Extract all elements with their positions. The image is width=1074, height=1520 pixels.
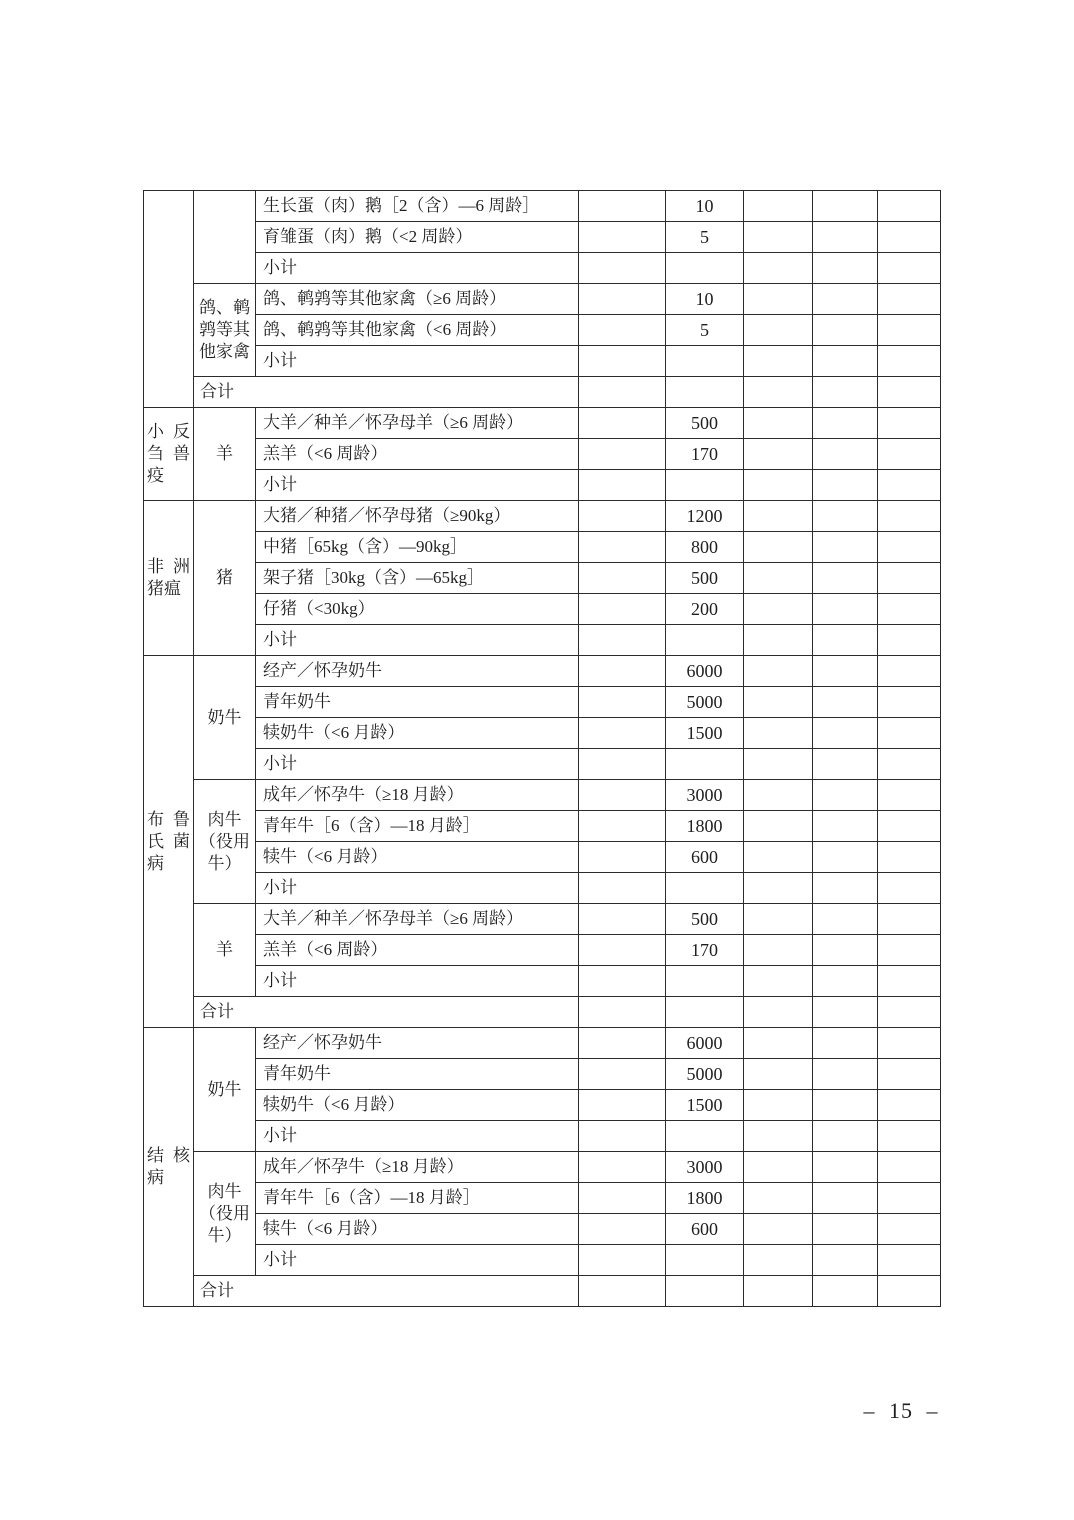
standard-value-cell — [666, 253, 744, 284]
blank-cell — [579, 873, 666, 904]
blank-cell — [579, 687, 666, 718]
category-cell: 犊牛（<6 月龄） — [256, 842, 579, 873]
blank-cell — [744, 222, 813, 253]
blank-cell — [579, 532, 666, 563]
blank-cell — [813, 1245, 878, 1276]
blank-cell — [579, 408, 666, 439]
table-row — [144, 284, 941, 315]
table-body — [144, 191, 941, 1307]
blank-cell — [744, 1183, 813, 1214]
category-cell: 鸽、鹌鹑等其他家禽（<6 周龄） — [256, 315, 579, 346]
table-row — [144, 1121, 941, 1152]
category-cell: 青年奶牛 — [256, 1059, 579, 1090]
blank-cell — [878, 997, 941, 1028]
blank-cell — [579, 780, 666, 811]
standard-value-cell: 3000 — [666, 1152, 744, 1183]
category-cell: 鸽、鹌鹑等其他家禽（≥6 周龄） — [256, 284, 579, 315]
category-cell: 青年牛［6（含）—18 月龄］ — [256, 1183, 579, 1214]
table-row — [144, 594, 941, 625]
table-row — [144, 749, 941, 780]
blank-cell — [878, 470, 941, 501]
blank-cell — [878, 532, 941, 563]
category-cell: 成年／怀孕牛（≥18 月龄） — [256, 1152, 579, 1183]
blank-cell — [579, 315, 666, 346]
table-row — [144, 1152, 941, 1183]
animal-group-cell: 奶牛 — [194, 1028, 256, 1152]
category-cell: 大羊／种羊／怀孕母羊（≥6 周龄） — [256, 904, 579, 935]
blank-cell — [813, 532, 878, 563]
blank-cell — [744, 470, 813, 501]
grand-total-cell: 合计 — [194, 1276, 579, 1307]
blank-cell — [813, 873, 878, 904]
animal-group-cell: 羊 — [194, 904, 256, 997]
blank-cell — [813, 346, 878, 377]
blank-cell — [744, 656, 813, 687]
subtotal-cell: 小计 — [256, 625, 579, 656]
blank-cell — [813, 315, 878, 346]
table-row — [144, 1028, 941, 1059]
blank-cell — [813, 222, 878, 253]
standard-value-cell: 1500 — [666, 718, 744, 749]
blank-cell — [878, 935, 941, 966]
standard-value-cell — [666, 749, 744, 780]
table-row — [144, 501, 941, 532]
blank-cell — [744, 377, 813, 408]
animal-group-cell: 肉牛（役用牛） — [194, 780, 256, 904]
blank-cell — [579, 904, 666, 935]
table-row — [144, 656, 941, 687]
blank-cell — [579, 470, 666, 501]
table-row — [144, 904, 941, 935]
standard-value-cell — [666, 346, 744, 377]
blank-cell — [744, 780, 813, 811]
table-row — [144, 222, 941, 253]
category-cell: 中猪［65kg（含）—90kg］ — [256, 532, 579, 563]
blank-cell — [878, 501, 941, 532]
standard-value-cell — [666, 966, 744, 997]
blank-cell — [579, 594, 666, 625]
blank-cell — [878, 1214, 941, 1245]
standard-value-cell: 6000 — [666, 656, 744, 687]
blank-cell — [878, 1028, 941, 1059]
category-cell: 羔羊（<6 周龄） — [256, 439, 579, 470]
blank-cell — [744, 904, 813, 935]
blank-cell — [813, 811, 878, 842]
standard-value-cell: 6000 — [666, 1028, 744, 1059]
animal-group-cell: 鸽、鹌鹑等其他家禽 — [194, 284, 256, 377]
blank-cell — [744, 532, 813, 563]
blank-cell — [813, 1152, 878, 1183]
table-row — [144, 997, 941, 1028]
blank-cell — [579, 842, 666, 873]
category-cell: 生长蛋（肉）鹅［2（含）—6 周龄］ — [256, 191, 579, 222]
subtotal-cell: 小计 — [256, 470, 579, 501]
standard-value-cell: 1800 — [666, 811, 744, 842]
standard-value-cell: 5 — [666, 222, 744, 253]
animal-group-cell: 肉牛（役用牛） — [194, 1152, 256, 1276]
category-cell: 架子猪［30kg（含）—65kg］ — [256, 563, 579, 594]
category-cell: 仔猪（<30kg） — [256, 594, 579, 625]
blank-cell — [813, 780, 878, 811]
blank-cell — [878, 191, 941, 222]
blank-cell — [744, 1090, 813, 1121]
blank-cell — [813, 439, 878, 470]
blank-cell — [579, 1276, 666, 1307]
blank-cell — [579, 625, 666, 656]
category-cell: 育雏蛋（肉）鹅（<2 周龄） — [256, 222, 579, 253]
blank-cell — [744, 1028, 813, 1059]
blank-cell — [579, 253, 666, 284]
blank-cell — [813, 1214, 878, 1245]
table-row — [144, 532, 941, 563]
blank-cell — [878, 284, 941, 315]
subtotal-cell: 小计 — [256, 749, 579, 780]
blank-cell — [744, 625, 813, 656]
blank-cell — [744, 563, 813, 594]
blank-cell — [813, 1090, 878, 1121]
blank-cell — [813, 904, 878, 935]
blank-cell — [744, 315, 813, 346]
grand-total-cell: 合计 — [194, 997, 579, 1028]
category-cell: 成年／怀孕牛（≥18 月龄） — [256, 780, 579, 811]
standard-value-cell: 5000 — [666, 687, 744, 718]
blank-cell — [813, 1059, 878, 1090]
page-number: – 15 – — [863, 1398, 939, 1423]
table-row — [144, 780, 941, 811]
animal-group-cell: 奶牛 — [194, 656, 256, 780]
blank-cell — [579, 191, 666, 222]
disease-cell: 小反刍兽疫 — [144, 408, 194, 501]
blank-cell — [579, 346, 666, 377]
standard-value-cell: 800 — [666, 532, 744, 563]
blank-cell — [878, 656, 941, 687]
table-row — [144, 1276, 941, 1307]
blank-cell — [878, 346, 941, 377]
table-row — [144, 563, 941, 594]
blank-cell — [878, 1152, 941, 1183]
blank-cell — [878, 749, 941, 780]
blank-cell — [813, 687, 878, 718]
blank-cell — [579, 501, 666, 532]
blank-cell — [744, 811, 813, 842]
blank-cell — [878, 253, 941, 284]
disease-cell: 结核病 — [144, 1028, 194, 1307]
blank-cell — [579, 966, 666, 997]
blank-cell — [878, 842, 941, 873]
blank-cell — [878, 563, 941, 594]
blank-cell — [878, 1276, 941, 1307]
standard-value-cell: 5000 — [666, 1059, 744, 1090]
standard-value-cell: 600 — [666, 842, 744, 873]
blank-cell — [813, 1121, 878, 1152]
category-cell: 犊奶牛（<6 月龄） — [256, 1090, 579, 1121]
blank-cell — [744, 284, 813, 315]
blank-cell — [813, 377, 878, 408]
category-cell: 犊奶牛（<6 月龄） — [256, 718, 579, 749]
category-cell: 青年牛［6（含）—18 月龄］ — [256, 811, 579, 842]
standard-value-cell — [666, 997, 744, 1028]
blank-cell — [744, 594, 813, 625]
table-row — [144, 687, 941, 718]
category-cell: 经产／怀孕奶牛 — [256, 656, 579, 687]
blank-cell — [813, 408, 878, 439]
blank-cell — [878, 222, 941, 253]
standard-value-cell — [666, 1276, 744, 1307]
blank-cell — [813, 718, 878, 749]
blank-cell — [878, 1059, 941, 1090]
standard-value-cell — [666, 873, 744, 904]
blank-cell — [744, 191, 813, 222]
blank-cell — [744, 1121, 813, 1152]
compensation-standards-table — [143, 190, 941, 1307]
standard-value-cell — [666, 377, 744, 408]
blank-cell — [878, 1090, 941, 1121]
blank-cell — [813, 656, 878, 687]
table-row — [144, 1090, 941, 1121]
disease-cell — [144, 191, 194, 408]
blank-cell — [744, 749, 813, 780]
blank-cell — [878, 811, 941, 842]
standard-value-cell: 3000 — [666, 780, 744, 811]
blank-cell — [813, 501, 878, 532]
table-row — [144, 966, 941, 997]
standard-value-cell: 600 — [666, 1214, 744, 1245]
animal-group-cell: 羊 — [194, 408, 256, 501]
blank-cell — [813, 191, 878, 222]
table-row — [144, 253, 941, 284]
subtotal-cell: 小计 — [256, 873, 579, 904]
blank-cell — [878, 408, 941, 439]
table-row — [144, 1059, 941, 1090]
subtotal-cell: 小计 — [256, 1121, 579, 1152]
blank-cell — [878, 594, 941, 625]
table-row — [144, 346, 941, 377]
category-cell: 青年奶牛 — [256, 687, 579, 718]
blank-cell — [744, 687, 813, 718]
blank-cell — [744, 842, 813, 873]
blank-cell — [744, 501, 813, 532]
standard-value-cell: 500 — [666, 408, 744, 439]
blank-cell — [744, 1214, 813, 1245]
blank-cell — [813, 625, 878, 656]
table-row — [144, 935, 941, 966]
blank-cell — [813, 470, 878, 501]
blank-cell — [878, 625, 941, 656]
blank-cell — [813, 935, 878, 966]
standard-value-cell — [666, 470, 744, 501]
blank-cell — [878, 1183, 941, 1214]
blank-cell — [579, 1028, 666, 1059]
table-row — [144, 408, 941, 439]
blank-cell — [744, 253, 813, 284]
blank-cell — [744, 439, 813, 470]
blank-cell — [579, 1152, 666, 1183]
standard-value-cell: 200 — [666, 594, 744, 625]
blank-cell — [878, 718, 941, 749]
blank-cell — [579, 284, 666, 315]
subtotal-cell: 小计 — [256, 966, 579, 997]
blank-cell — [579, 377, 666, 408]
category-cell: 犊牛（<6 月龄） — [256, 1214, 579, 1245]
blank-cell — [813, 1028, 878, 1059]
blank-cell — [878, 1121, 941, 1152]
blank-cell — [579, 222, 666, 253]
blank-cell — [813, 284, 878, 315]
blank-cell — [579, 1245, 666, 1276]
blank-cell — [744, 718, 813, 749]
blank-cell — [813, 1276, 878, 1307]
blank-cell — [579, 997, 666, 1028]
table-row — [144, 811, 941, 842]
table-row — [144, 842, 941, 873]
blank-cell — [579, 749, 666, 780]
standard-value-cell: 1200 — [666, 501, 744, 532]
category-cell: 大猪／种猪／怀孕母猪（≥90kg） — [256, 501, 579, 532]
blank-cell — [579, 811, 666, 842]
subtotal-cell: 小计 — [256, 253, 579, 284]
blank-cell — [878, 377, 941, 408]
blank-cell — [813, 594, 878, 625]
standard-value-cell: 5 — [666, 315, 744, 346]
blank-cell — [813, 253, 878, 284]
table-row — [144, 470, 941, 501]
blank-cell — [813, 749, 878, 780]
category-cell: 大羊／种羊／怀孕母羊（≥6 周龄） — [256, 408, 579, 439]
standard-value-cell: 500 — [666, 904, 744, 935]
blank-cell — [813, 1183, 878, 1214]
table-row — [144, 873, 941, 904]
standard-value-cell: 500 — [666, 563, 744, 594]
blank-cell — [813, 966, 878, 997]
blank-cell — [744, 997, 813, 1028]
animal-group-cell: 猪 — [194, 501, 256, 656]
blank-cell — [878, 439, 941, 470]
blank-cell — [744, 1152, 813, 1183]
blank-cell — [579, 1214, 666, 1245]
standard-value-cell: 170 — [666, 439, 744, 470]
standard-value-cell: 1800 — [666, 1183, 744, 1214]
blank-cell — [744, 873, 813, 904]
category-cell: 羔羊（<6 周龄） — [256, 935, 579, 966]
blank-cell — [878, 780, 941, 811]
standard-value-cell: 170 — [666, 935, 744, 966]
table-row — [144, 439, 941, 470]
blank-cell — [744, 346, 813, 377]
subtotal-cell: 小计 — [256, 346, 579, 377]
table-row — [144, 191, 941, 222]
blank-cell — [579, 563, 666, 594]
table-row — [144, 377, 941, 408]
blank-cell — [813, 563, 878, 594]
standard-value-cell — [666, 1121, 744, 1152]
blank-cell — [878, 1245, 941, 1276]
category-cell: 经产／怀孕奶牛 — [256, 1028, 579, 1059]
table-row — [144, 718, 941, 749]
standard-value-cell — [666, 1245, 744, 1276]
blank-cell — [579, 718, 666, 749]
blank-cell — [744, 1059, 813, 1090]
blank-cell — [878, 904, 941, 935]
subtotal-cell: 小计 — [256, 1245, 579, 1276]
blank-cell — [744, 966, 813, 997]
blank-cell — [744, 1245, 813, 1276]
blank-cell — [878, 315, 941, 346]
table-row — [144, 1183, 941, 1214]
blank-cell — [744, 408, 813, 439]
blank-cell — [878, 966, 941, 997]
disease-cell: 布鲁氏菌病 — [144, 656, 194, 1028]
table-row — [144, 315, 941, 346]
blank-cell — [579, 935, 666, 966]
grand-total-cell: 合计 — [194, 377, 579, 408]
standard-value-cell: 1500 — [666, 1090, 744, 1121]
blank-cell — [579, 656, 666, 687]
blank-cell — [579, 1090, 666, 1121]
blank-cell — [813, 842, 878, 873]
blank-cell — [579, 1121, 666, 1152]
table-row — [144, 1245, 941, 1276]
blank-cell — [813, 997, 878, 1028]
standard-value-cell: 10 — [666, 284, 744, 315]
disease-cell: 非洲猪瘟 — [144, 501, 194, 656]
table-row — [144, 625, 941, 656]
table-row — [144, 1214, 941, 1245]
blank-cell — [579, 1059, 666, 1090]
blank-cell — [744, 935, 813, 966]
blank-cell — [744, 1276, 813, 1307]
blank-cell — [579, 1183, 666, 1214]
animal-group-cell — [194, 191, 256, 284]
blank-cell — [878, 873, 941, 904]
blank-cell — [878, 687, 941, 718]
blank-cell — [579, 439, 666, 470]
standard-value-cell: 10 — [666, 191, 744, 222]
standard-value-cell — [666, 625, 744, 656]
